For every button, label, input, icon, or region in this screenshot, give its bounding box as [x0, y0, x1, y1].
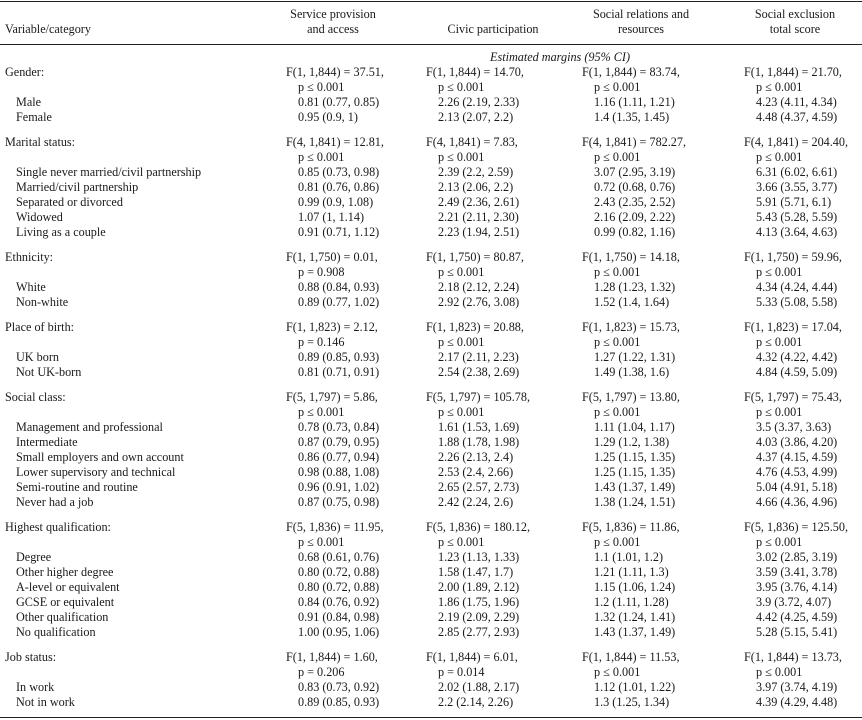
subcategory-label: Small employers and own account	[16, 450, 184, 464]
table-row	[0, 625, 862, 640]
table-row	[0, 180, 862, 195]
estimate-cell: 4.66 (4.36, 4.96)	[756, 495, 838, 509]
stat-cell: p ≤ 0.001	[298, 80, 345, 94]
stat-cell: p ≤ 0.001	[756, 265, 803, 279]
stat-cell: F(1, 1,844) = 6.01,	[426, 650, 518, 664]
subcategory-label: UK born	[16, 350, 59, 364]
estimate-cell: 1.27 (1.22, 1.31)	[594, 350, 676, 364]
subcategory-label: White	[16, 280, 46, 294]
estimate-cell: 0.81 (0.76, 0.86)	[298, 180, 380, 194]
estimate-cell: 1.32 (1.24, 1.41)	[594, 610, 676, 624]
estimate-cell: 2.65 (2.57, 2.73)	[438, 480, 520, 494]
table-row	[0, 480, 862, 495]
row-group	[0, 390, 862, 510]
table-row	[0, 110, 862, 125]
header-social-relations-line1: Social relations and	[592, 7, 690, 21]
estimate-cell: 4.03 (3.86, 4.20)	[756, 435, 838, 449]
group-stat-row	[0, 80, 862, 95]
subcategory-label: A-level or equivalent	[16, 580, 120, 594]
estimate-cell: 4.13 (3.64, 4.63)	[756, 225, 838, 239]
subcategory-label: Non-white	[16, 295, 69, 309]
stat-cell: p ≤ 0.001	[594, 335, 641, 349]
stat-cell: p ≤ 0.001	[438, 535, 485, 549]
subcategory-label: Other higher degree	[16, 565, 114, 579]
estimate-cell: 2.21 (2.11, 2.30)	[438, 210, 519, 224]
stat-cell: p = 0.014	[438, 665, 485, 679]
estimate-cell: 0.85 (0.73, 0.98)	[298, 165, 380, 179]
table-row	[0, 610, 862, 625]
stat-cell: p ≤ 0.001	[594, 80, 641, 94]
stat-cell: p ≤ 0.001	[438, 150, 485, 164]
estimate-cell: 1.38 (1.24, 1.51)	[594, 495, 676, 509]
header-rule	[0, 44, 862, 45]
table-row	[0, 495, 862, 510]
category-name: Gender:	[5, 65, 45, 79]
stat-cell: p ≤ 0.001	[756, 150, 803, 164]
header-service-line2: and access	[307, 22, 359, 36]
stat-cell: F(1, 1,750) = 80.87,	[426, 250, 524, 264]
header-social-exclusion	[730, 7, 860, 37]
estimate-cell: 1.58 (1.47, 1.7)	[438, 565, 514, 579]
table-row	[0, 450, 862, 465]
estimate-cell: 1.86 (1.75, 1.96)	[438, 595, 520, 609]
estimate-cell: 4.42 (4.25, 4.59)	[756, 610, 838, 624]
header-social-relations	[566, 7, 716, 37]
row-group	[0, 650, 862, 710]
estimate-cell: 1.16 (1.11, 1.21)	[594, 95, 675, 109]
header-social-exclusion-line2: total score	[769, 22, 821, 36]
estimate-cell: 1.25 (1.15, 1.35)	[594, 465, 676, 479]
group-stat-row	[0, 265, 862, 280]
estimate-cell: 0.81 (0.71, 0.91)	[298, 365, 380, 379]
estimate-cell: 0.89 (0.77, 1.02)	[298, 295, 380, 309]
estimate-cell: 0.81 (0.77, 0.85)	[298, 95, 380, 109]
estimate-cell: 1.28 (1.23, 1.32)	[594, 280, 676, 294]
header-service-line1: Service provision	[290, 7, 376, 21]
estimate-cell: 2.43 (2.35, 2.52)	[594, 195, 676, 209]
estimate-cell: 4.32 (4.22, 4.42)	[756, 350, 838, 364]
stat-cell: p ≤ 0.001	[438, 265, 485, 279]
stat-cell: F(5, 1,836) = 11.86,	[582, 520, 680, 534]
stat-cell: p ≤ 0.001	[756, 335, 803, 349]
stat-cell: F(4, 1,841) = 782.27,	[582, 135, 687, 149]
table-row	[0, 295, 862, 310]
row-group	[0, 520, 862, 640]
stat-cell: F(1, 1,823) = 17.04,	[744, 320, 842, 334]
stat-cell: F(1, 1,750) = 59.96,	[744, 250, 842, 264]
estimate-cell: 2.54 (2.38, 2.69)	[438, 365, 520, 379]
stat-cell: p ≤ 0.001	[756, 405, 803, 419]
subcategory-label: Female	[16, 110, 52, 124]
estimate-cell: 1.23 (1.13, 1.33)	[438, 550, 520, 564]
estimate-cell: 1.61 (1.53, 1.69)	[438, 420, 520, 434]
stat-cell: F(1, 1,823) = 20.88,	[426, 320, 524, 334]
group-header-row	[0, 390, 862, 405]
stat-cell: F(1, 1,750) = 0.01,	[286, 250, 378, 264]
stat-cell: p ≤ 0.001	[756, 665, 803, 679]
table-row	[0, 550, 862, 565]
row-group	[0, 250, 862, 310]
estimate-cell: 1.21 (1.11, 1.3)	[594, 565, 669, 579]
table-row	[0, 420, 862, 435]
estimate-cell: 1.3 (1.25, 1.34)	[594, 695, 670, 709]
stat-cell: F(1, 1,844) = 37.51,	[286, 65, 384, 79]
subcategory-label: Male	[16, 95, 42, 109]
subcategory-label: Not UK-born	[16, 365, 82, 379]
estimate-cell: 1.2 (1.11, 1.28)	[594, 595, 669, 609]
estimate-cell: 0.88 (0.84, 0.93)	[298, 280, 380, 294]
estimate-cell: 1.43 (1.37, 1.49)	[594, 625, 676, 639]
subcategory-label: Never had a job	[16, 495, 94, 509]
group-stat-row	[0, 665, 862, 680]
stat-cell: p ≤ 0.001	[594, 265, 641, 279]
header-social-exclusion-line1: Social exclusion	[754, 7, 836, 21]
estimate-cell: 4.34 (4.24, 4.44)	[756, 280, 838, 294]
estimate-cell: 1.43 (1.37, 1.49)	[594, 480, 676, 494]
estimate-cell: 0.87 (0.79, 0.95)	[298, 435, 380, 449]
estimate-cell: 2.53 (2.4, 2.66)	[438, 465, 514, 479]
header-service-provision	[258, 7, 408, 37]
estimate-cell: 0.72 (0.68, 0.76)	[594, 180, 676, 194]
group-header-row	[0, 65, 862, 80]
subcategory-label: Separated or divorced	[16, 195, 123, 209]
subcategory-label: Married/civil partnership	[16, 180, 139, 194]
stat-cell: F(5, 1,797) = 13.80,	[582, 390, 680, 404]
group-header-row	[0, 520, 862, 535]
table-body	[0, 65, 862, 720]
estimate-cell: 4.23 (4.11, 4.34)	[756, 95, 837, 109]
stat-cell: F(1, 1,823) = 15.73,	[582, 320, 680, 334]
subcategory-label: Single never married/civil partnership	[16, 165, 202, 179]
category-name: Marital status:	[5, 135, 76, 149]
stat-cell: F(5, 1,797) = 5.86,	[286, 390, 378, 404]
group-header-row	[0, 320, 862, 335]
row-group	[0, 135, 862, 240]
estimate-cell: 2.02 (1.88, 2.17)	[438, 680, 520, 694]
subcategory-label: Not in work	[16, 695, 75, 709]
estimate-cell: 2.18 (2.12, 2.24)	[438, 280, 520, 294]
stat-cell: F(1, 1,844) = 13.73,	[744, 650, 842, 664]
category-name: Social class:	[5, 390, 66, 404]
table-row	[0, 695, 862, 710]
estimate-cell: 2.26 (2.19, 2.33)	[438, 95, 520, 109]
stat-cell: F(1, 1,844) = 14.70,	[426, 65, 524, 79]
estimate-cell: 5.91 (5.71, 6.1)	[756, 195, 832, 209]
estimate-cell: 4.37 (4.15, 4.59)	[756, 450, 838, 464]
estimate-cell: 3.9 (3.72, 4.07)	[756, 595, 832, 609]
estimate-cell: 1.88 (1.78, 1.98)	[438, 435, 520, 449]
group-stat-row	[0, 150, 862, 165]
table-row	[0, 365, 862, 380]
table-row	[0, 280, 862, 295]
stat-cell: F(4, 1,841) = 12.81,	[286, 135, 384, 149]
stat-cell: p ≤ 0.001	[298, 405, 345, 419]
subcategory-label: No qualification	[16, 625, 96, 639]
subcategory-label: Semi-routine and routine	[16, 480, 138, 494]
estimate-cell: 1.52 (1.4, 1.64)	[594, 295, 670, 309]
stat-cell: F(5, 1,836) = 125.50,	[744, 520, 849, 534]
estimate-cell: 0.98 (0.88, 1.08)	[298, 465, 380, 479]
subcategory-label: Lower supervisory and technical	[16, 465, 176, 479]
subcategory-label: In work	[16, 680, 55, 694]
estimate-cell: 0.80 (0.72, 0.88)	[298, 580, 380, 594]
estimate-cell: 0.91 (0.71, 1.12)	[298, 225, 380, 239]
subcategory-label: GCSE or equivalent	[16, 595, 115, 609]
subcategory-label: Widowed	[16, 210, 63, 224]
stat-cell: p ≤ 0.001	[594, 665, 641, 679]
estimate-cell: 2.16 (2.09, 2.22)	[594, 210, 676, 224]
table-row	[0, 195, 862, 210]
stat-cell: F(5, 1,797) = 75.43,	[744, 390, 842, 404]
estimate-cell: 3.59 (3.41, 3.78)	[756, 565, 838, 579]
stat-cell: p ≤ 0.001	[438, 80, 485, 94]
estimate-cell: 2.00 (1.89, 2.12)	[438, 580, 520, 594]
estimate-cell: 1.12 (1.01, 1.22)	[594, 680, 676, 694]
estimate-cell: 3.07 (2.95, 3.19)	[594, 165, 676, 179]
estimate-cell: 6.31 (6.02, 6.61)	[756, 165, 838, 179]
estimate-cell: 1.1 (1.01, 1.2)	[594, 550, 664, 564]
estimate-cell: 5.33 (5.08, 5.58)	[756, 295, 838, 309]
stat-cell: F(1, 1,844) = 11.53,	[582, 650, 680, 664]
estimate-cell: 1.49 (1.38, 1.6)	[594, 365, 670, 379]
estimate-cell: 3.66 (3.55, 3.77)	[756, 180, 838, 194]
stat-cell: F(1, 1,844) = 1.60,	[286, 650, 378, 664]
estimate-cell: 0.68 (0.61, 0.76)	[298, 550, 380, 564]
header-civic-participation: Civic participation	[447, 22, 539, 36]
estimate-cell: 5.43 (5.28, 5.59)	[756, 210, 838, 224]
bottom-rule	[0, 717, 862, 718]
estimate-cell: 1.11 (1.04, 1.17)	[594, 420, 675, 434]
stat-cell: p ≤ 0.001	[594, 535, 641, 549]
category-name: Place of birth:	[5, 320, 75, 334]
row-group	[0, 320, 862, 380]
estimate-cell: 0.99 (0.82, 1.16)	[594, 225, 676, 239]
estimate-cell: 3.97 (3.74, 4.19)	[756, 680, 838, 694]
stat-cell: p ≤ 0.001	[594, 150, 641, 164]
stat-cell: p ≤ 0.001	[594, 405, 641, 419]
table-row	[0, 465, 862, 480]
estimate-cell: 2.19 (2.09, 2.29)	[438, 610, 520, 624]
header-social-relations-line2: resources	[617, 22, 665, 36]
stat-cell: F(4, 1,841) = 7.83,	[426, 135, 518, 149]
stat-cell: p = 0.146	[298, 335, 345, 349]
stat-cell: p ≤ 0.001	[298, 150, 345, 164]
table-row	[0, 225, 862, 240]
estimate-cell: 2.49 (2.36, 2.61)	[438, 195, 520, 209]
table-row	[0, 595, 862, 610]
estimate-cell: 2.26 (2.13, 2.4)	[438, 450, 514, 464]
estimate-cell: 1.15 (1.06, 1.24)	[594, 580, 676, 594]
estimate-cell: 1.29 (1.2, 1.38)	[594, 435, 670, 449]
stat-cell: p ≤ 0.001	[298, 535, 345, 549]
table-row	[0, 580, 862, 595]
header-variable: Variable/category	[5, 22, 91, 36]
estimate-cell: 1.4 (1.35, 1.45)	[594, 110, 670, 124]
subcategory-label: Other qualification	[16, 610, 109, 624]
stat-cell: F(5, 1,836) = 11.95,	[286, 520, 384, 534]
stat-cell: p = 0.908	[298, 265, 345, 279]
estimate-cell: 4.39 (4.29, 4.48)	[756, 695, 838, 709]
stat-cell: p ≤ 0.001	[756, 80, 803, 94]
top-rule	[0, 1, 862, 2]
group-stat-row	[0, 405, 862, 420]
estimate-cell: 2.85 (2.77, 2.93)	[438, 625, 520, 639]
estimate-cell: 1.25 (1.15, 1.35)	[594, 450, 676, 464]
subcategory-label: Living as a couple	[16, 225, 106, 239]
stat-cell: p ≤ 0.001	[756, 535, 803, 549]
stat-cell: F(1, 1,844) = 21.70,	[744, 65, 842, 79]
stat-cell: F(1, 1,750) = 14.18,	[582, 250, 680, 264]
estimate-cell: 0.78 (0.73, 0.84)	[298, 420, 380, 434]
estimate-cell: 4.48 (4.37, 4.59)	[756, 110, 838, 124]
category-name: Ethnicity:	[5, 250, 54, 264]
stat-cell: F(1, 1,844) = 83.74,	[582, 65, 680, 79]
category-name: Highest qualification:	[5, 520, 111, 534]
table-row	[0, 165, 862, 180]
estimate-cell: 2.13 (2.07, 2.2)	[438, 110, 514, 124]
estimate-cell: 5.04 (4.91, 5.18)	[756, 480, 838, 494]
subcategory-label: Intermediate	[16, 435, 78, 449]
row-group	[0, 65, 862, 125]
estimate-cell: 2.23 (1.94, 2.51)	[438, 225, 520, 239]
subcategory-label: Degree	[16, 550, 52, 564]
estimate-cell: 5.28 (5.15, 5.41)	[756, 625, 838, 639]
group-stat-row	[0, 535, 862, 550]
estimate-cell: 0.87 (0.75, 0.98)	[298, 495, 380, 509]
estimate-cell: 0.86 (0.77, 0.94)	[298, 450, 380, 464]
stat-cell: p = 0.206	[298, 665, 345, 679]
estimate-cell: 2.92 (2.76, 3.08)	[438, 295, 520, 309]
estimate-cell: 3.95 (3.76, 4.14)	[756, 580, 838, 594]
group-header-row	[0, 650, 862, 665]
subcategory-label: Management and professional	[16, 420, 163, 434]
estimate-cell: 0.89 (0.85, 0.93)	[298, 350, 380, 364]
group-header-row	[0, 250, 862, 265]
estimate-cell: 4.76 (4.53, 4.99)	[756, 465, 838, 479]
category-name: Job status:	[5, 650, 57, 664]
estimate-cell: 2.13 (2.06, 2.2)	[438, 180, 514, 194]
estimate-cell: 2.39 (2.2, 2.59)	[438, 165, 514, 179]
group-header-row	[0, 135, 862, 150]
estimate-cell: 1.07 (1, 1.14)	[298, 210, 365, 224]
estimate-cell: 2.42 (2.24, 2.6)	[438, 495, 514, 509]
stat-cell: F(5, 1,797) = 105.78,	[426, 390, 531, 404]
estimate-cell: 2.2 (2.14, 2.26)	[438, 695, 514, 709]
estimate-cell: 1.00 (0.95, 1.06)	[298, 625, 380, 639]
estimate-cell: 3.5 (3.37, 3.63)	[756, 420, 832, 434]
subheader-estimated-margins: Estimated margins (95% CI)	[490, 50, 631, 64]
stat-cell: F(1, 1,823) = 2.12,	[286, 320, 378, 334]
estimate-cell: 0.99 (0.9, 1.08)	[298, 195, 374, 209]
group-stat-row	[0, 335, 862, 350]
estimate-cell: 4.84 (4.59, 5.09)	[756, 365, 838, 379]
estimate-cell: 2.17 (2.11, 2.23)	[438, 350, 519, 364]
estimate-cell: 3.02 (2.85, 3.19)	[756, 550, 838, 564]
table-row	[0, 95, 862, 110]
stat-cell: F(4, 1,841) = 204.40,	[744, 135, 849, 149]
table-row	[0, 210, 862, 225]
estimate-cell: 0.80 (0.72, 0.88)	[298, 565, 380, 579]
estimate-cell: 0.89 (0.85, 0.93)	[298, 695, 380, 709]
estimate-cell: 0.84 (0.76, 0.92)	[298, 595, 380, 609]
stat-cell: p ≤ 0.001	[438, 405, 485, 419]
estimate-cell: 0.95 (0.9, 1)	[298, 110, 358, 124]
estimate-cell: 0.83 (0.73, 0.92)	[298, 680, 380, 694]
stat-cell: p ≤ 0.001	[438, 335, 485, 349]
estimate-cell: 0.96 (0.91, 1.02)	[298, 480, 380, 494]
table-row	[0, 350, 862, 365]
estimate-cell: 0.91 (0.84, 0.98)	[298, 610, 380, 624]
table-row	[0, 680, 862, 695]
stat-cell: F(5, 1,836) = 180.12,	[426, 520, 531, 534]
table-row	[0, 435, 862, 450]
table-row	[0, 565, 862, 580]
